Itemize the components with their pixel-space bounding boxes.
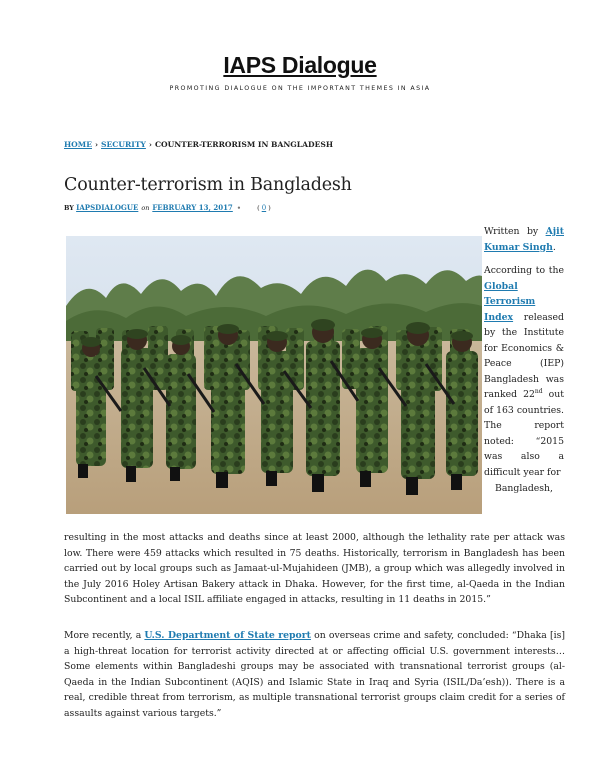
breadcrumb-separator: › [94,140,99,149]
written-by-line [484,224,564,255]
according-text: According to the [484,265,564,276]
bangladesh-word: Bangladesh, [495,483,553,494]
meta-by: BY [64,204,74,212]
breadcrumb-security-link[interactable]: SECURITY [101,140,146,149]
written-by-label: Written by [484,226,539,237]
p2-lead: More recently, a [64,630,145,641]
p2-body: on overseas crime and safety, concluded: “Dhaka [is] a high-threat location for terrorist activity directed at or affecting official U.S. government interests… Some elements within Bangladeshi groups may be associated with transnational terrorist groups (al-Qaeda in the Indian Subcontinent (AQIS) and Islamic State in Iraq and Syria (ISIL/Da’esh)). There is a real, credible threat from terrorism, as multiple transnational terrorist groups claim credit for a series of assaults against various targets.” [64,630,565,719]
released-text: released by the Institute for Economics & Peace (IEP) Bangladesh was ranked 22 [484,311,564,400]
comments-open-paren: ( [257,204,260,212]
written-by-period: . [552,241,556,253]
comments-close-paren: ) [268,204,271,212]
post-date-link[interactable]: FEBRUARY 13, 2017 [152,203,233,212]
state-dept-report-link[interactable]: U.S. Department of State report [144,630,311,641]
author-link[interactable]: IAPSDIALOGUE [76,203,139,212]
breadcrumb-home-link[interactable]: HOME [64,140,92,149]
sidebar-wrap-text [484,224,564,497]
site-tagline: PROMOTING DIALOGUE ON THE IMPORTANT THEMES IN ASIA [169,85,431,92]
site-title[interactable]: IAPS Dialogue [223,52,377,78]
comments-count [257,204,271,212]
breadcrumb-current: COUNTER-TERRORISM IN BANGLADESH [154,140,334,149]
report-quote-start: out of 163 countries. The report noted: “2015 was also a difficult year for [484,389,564,478]
rank-suffix: nd [534,387,543,395]
comments-link[interactable]: 0 [261,204,267,212]
paragraph-state-dept [64,628,565,721]
meta-bullet: • [236,204,241,212]
featured-image [66,236,482,514]
breadcrumb-separator: › [148,140,152,149]
writer-link[interactable]: Ajit Kumar Singh [484,226,564,253]
gti-link[interactable]: Global Terrorism Index [484,280,536,323]
paragraph-continued: resulting in the most attacks and deaths since at least 2000, although the lethality rate per attack was low. There were 459 attacks which resulted in 75 deaths. Historically, terrorism in Bangladesh has been carried out by local groups such as Jamaat-ul-Mujahideen (JMB), a group which was allegedly involved in the July 2016 Holey Artisan Bakery attack in Dhaka. However, for the first time, al-Qaeda in the Indian Subcontinent and a local ISIL affiliate engaged in attacks, resulting in 11 deaths in 2015.” [64,532,565,605]
post-meta [64,203,271,212]
breadcrumb [64,140,333,149]
intro-paragraph [484,263,564,480]
post-title: Counter-terrorism in Bangladesh [64,175,352,195]
meta-on: on [141,204,150,212]
